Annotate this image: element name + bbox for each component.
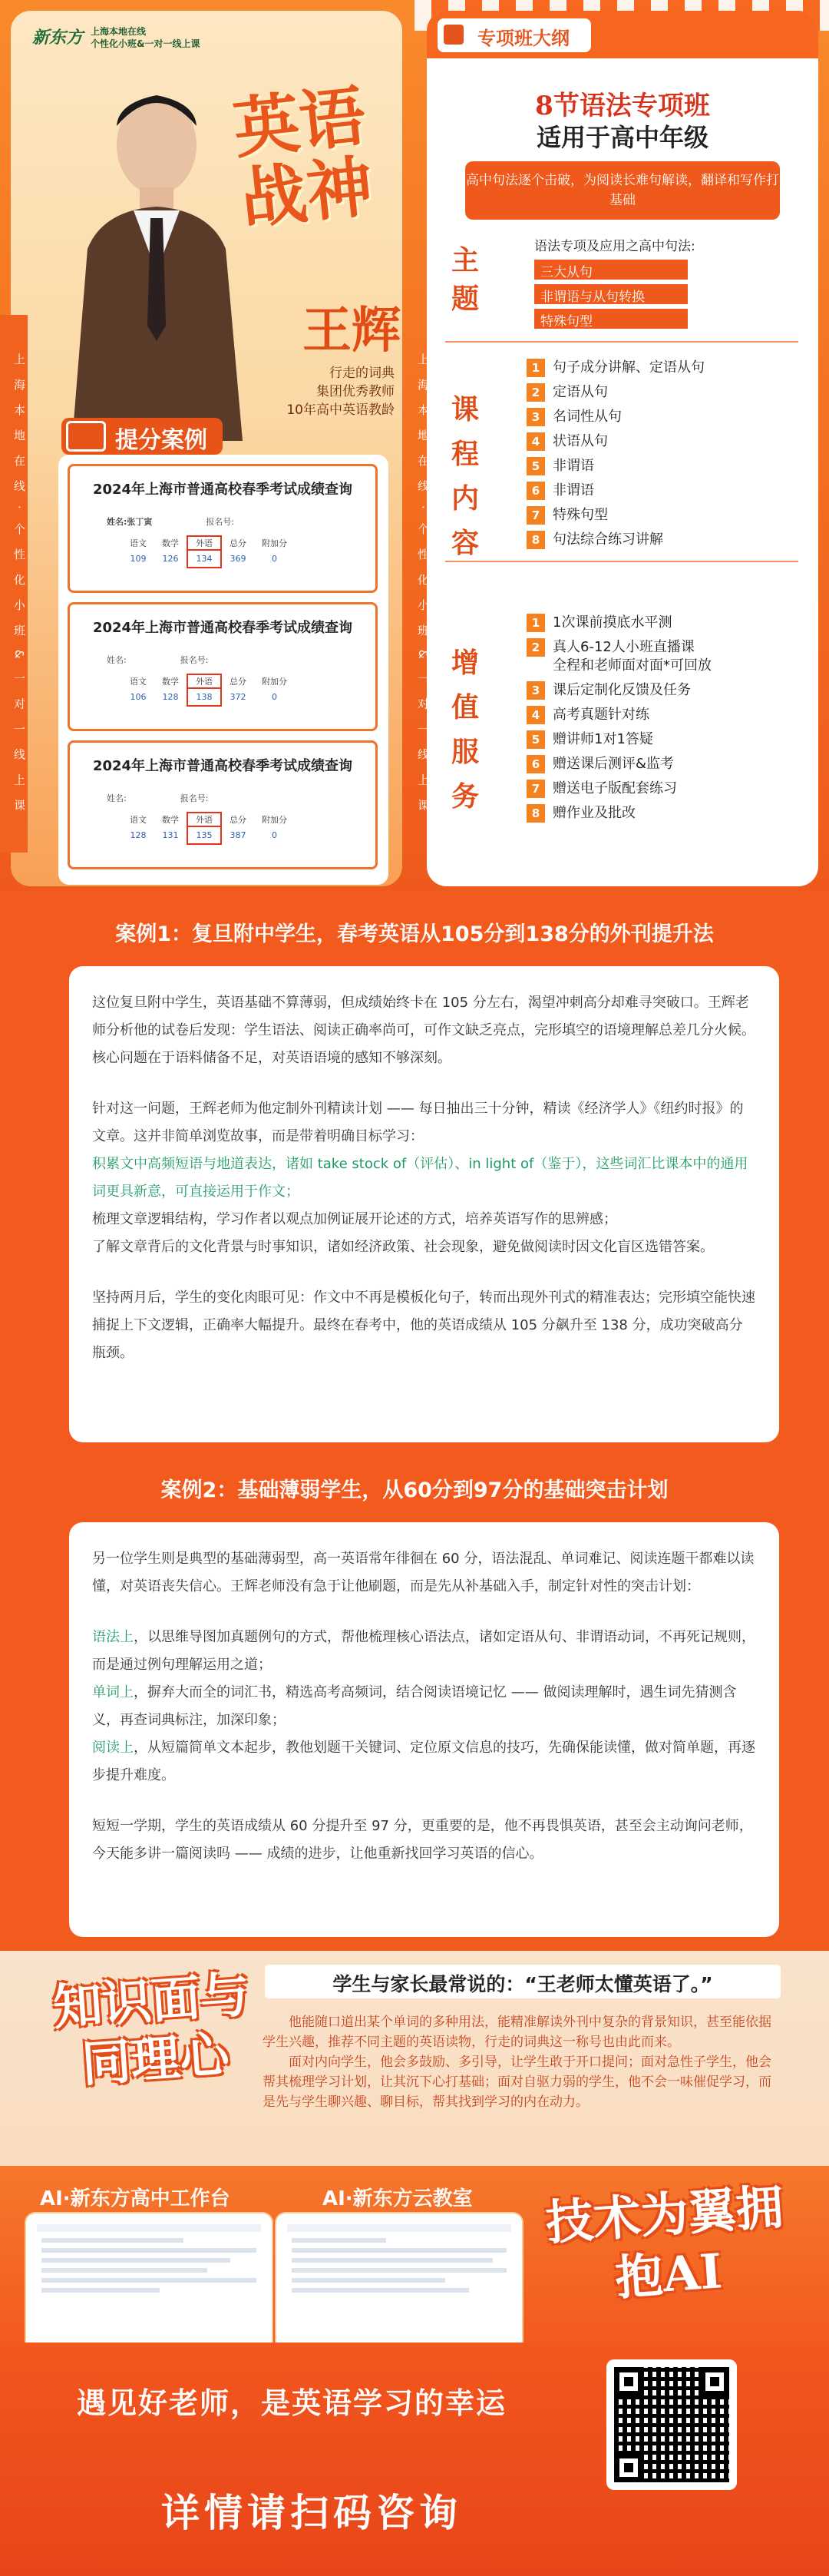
service-item: 4 高考真题针对练 — [527, 704, 649, 723]
teacher-desc-line: 行走的词典 — [329, 366, 395, 381]
document-icon — [444, 25, 464, 45]
content-item: 3 名词性从句 — [527, 406, 622, 425]
content-item: 8 句法综合练习讲解 — [527, 528, 663, 548]
score-card-title: 2024年上海市普通高校春季考试成绩查询 — [92, 758, 353, 774]
service-item: 5 赠讲师1对1答疑 — [527, 728, 653, 748]
case1-highlight: 积累文中高频短语与地道表达，诸如 take stock of（评估）、in light of（鉴于），这些词汇比课本中的通用词更具新意，可直接运用于作文； — [92, 1156, 748, 1200]
teacher-desc-line: 10年高中英语教龄 — [286, 402, 395, 418]
theme-tag: 特殊句型 — [534, 309, 688, 329]
case2-paragraph: 单词上，摒弃大而全的词汇书，精选高考高频词，结合阅读语境记忆 —— 做阅读理解时，遇生词先猜测含义，再查词典标注，加深印象； — [92, 1684, 737, 1728]
score-card-title: 2024年上海市普通高校春季考试成绩查询 — [92, 620, 353, 636]
brand-tagline-1: 上海本地在线 — [91, 26, 147, 37]
side-tagline-right: 上海本地在线·个性化小班&一对一线上课 — [416, 353, 430, 825]
theme-intro: 语法专项及应用之高中句法: — [534, 239, 695, 254]
name-label: 姓名: — [107, 655, 127, 665]
service-item: 2 真人6-12人小班直播课 — [527, 636, 695, 656]
case2-heading: 案例2：基础薄弱学生，从60分到97分的基础突击计划 — [160, 1478, 669, 1502]
score-card-title: 2024年上海市普通高校春季考试成绩查询 — [92, 482, 353, 498]
course-intro: 高中句法逐个击破，为阅读长难句解读，翻译和写作打基础 — [465, 161, 780, 220]
content-item: 6 非谓语 — [527, 479, 594, 499]
case1-paragraph: 针对这一问题，王辉老师为他定制外刊精读计划 —— 每日抽出三十分钟，精读《经济学人》《纽约时报》的文章。这并非简单浏览故事，而是带着明确目标学习： — [92, 1101, 744, 1144]
tech-ai-art: 技术为翼拥抱AI — [543, 2178, 785, 2306]
course-title: 8节语法专项班 — [535, 91, 710, 121]
ai-classroom-label: AI·新东方云教室 — [322, 2187, 473, 2210]
case2-paragraph: 短短一学期，学生的英语成绩从 60 分提升至 97 分，更重要的是，他不再畏惧英语，甚至会主动询问老师，今天能多讲一篇阅读吗 —— 成绩的进步，让他重新找回学习英语的信心。 — [92, 1818, 753, 1862]
outline-panel — [427, 11, 818, 886]
score-cards — [58, 455, 388, 885]
case1-heading: 案例1：复旦附中学生，春考英语从105分到138分的外刊提升法 — [115, 922, 714, 946]
teacher-name: 王辉 — [302, 302, 401, 359]
case1-paragraph: 梳理文章逻辑结构，学习作者以观点加例证展开论述的方式，培养英语写作的思辨感； — [92, 1211, 617, 1227]
side-tagline-left: 上海本地在线·个性化小班&一对一线上课 — [0, 315, 28, 853]
qr-code-pattern — [614, 2367, 729, 2482]
score-table: 语文 数学 外语 总分 附加分 109 126 134 369 0 — [122, 535, 295, 568]
chart-trend-icon — [66, 421, 106, 452]
name-label: 姓名:张丁寅 — [107, 517, 153, 527]
theme-tag: 三大从句 — [534, 260, 688, 280]
service-item: 3 课后定制化反馈及任务 — [527, 679, 691, 699]
divider — [445, 561, 798, 562]
teacher-description — [241, 364, 395, 419]
service-label: 增值服务 — [451, 647, 479, 813]
case1-paragraph: 了解文章背后的文化背景与时事知识，诸如经济政策、社会现象，避免做阅读时因文化盲区选错答案。 — [92, 1239, 714, 1255]
name-label: 姓名: — [107, 793, 127, 803]
content-item: 1 句子成分讲解、定语从句 — [527, 356, 705, 376]
cta-line-2: 详情请扫码咨询 — [161, 2491, 462, 2535]
service-item: 7 赠送电子版配套练习 — [527, 777, 677, 797]
knowledge-empathy-art: 知识面与同理心 — [51, 1965, 252, 2094]
case2-body — [69, 1522, 779, 1937]
course-subtitle: 适用于高中年级 — [536, 123, 708, 152]
id-label: 报名号: — [206, 517, 235, 527]
service-item: 1 1次课前摸底水平测 — [527, 611, 672, 631]
theme-label: 主题 — [451, 244, 479, 315]
divider — [445, 341, 798, 343]
parents-paragraph: 面对内向学生，他会多鼓励、多引导，让学生敢于开口提问；面对急性子学生，他会帮其梳理学习计划，让其沉下心打基础；面对自驱力弱的学生，他不会一味催促学习，而是先与学生聊兴趣、聊目标，帮其找到学习的内在动力。 — [263, 2055, 771, 2110]
cta-line-1: 遇见好老师，是英语学习的幸运 — [77, 2386, 507, 2420]
case2-paragraph: 语法上，以思维导图加真题例句的方式，帮他梳理核心语法点，诸如定语从句、非谓语动词，不再死记规则，而是通过例句理解运用之道； — [92, 1629, 755, 1673]
ai-workbench-label: AI·新东方高中工作台 — [40, 2187, 230, 2210]
brand-tagline-2: 个性化小班&一对一线上课 — [91, 38, 200, 49]
outline-head-label: 专项班大纲 — [438, 18, 591, 52]
service-item-sub: 全程和老师面对面*可回放 — [553, 657, 712, 674]
teacher-desc-line: 集团优秀教师 — [316, 384, 395, 399]
score-card — [68, 464, 378, 593]
qr-code[interactable] — [606, 2359, 737, 2490]
cases-title: 提分案例 — [61, 418, 223, 455]
parents-body — [263, 2012, 783, 2112]
score-card — [68, 740, 378, 869]
score-card — [68, 602, 378, 731]
service-item: 6 赠送课后测评&监考 — [527, 753, 674, 773]
brand-logo: 新东方 — [32, 28, 84, 48]
content-item: 4 状语从句 — [527, 430, 608, 450]
case1-body — [69, 966, 779, 1442]
case1-paragraph: 这位复旦附中学生，英语基础不算薄弱，但成绩始终卡在 105 分左右，渴望冲刺高分却难寻突破口。王辉老师分析他的试卷后发现：学生语法、阅读正确率尚可，可作文缺乏亮点，完形填空的语境理解总差几分火候。核心问题在于语料储备不足，对英语语境的感知不够深刻。 — [92, 995, 755, 1066]
content-item: 2 定语从句 — [527, 381, 608, 401]
ai-classroom-screenshot — [276, 2213, 522, 2352]
ai-workbench-screenshot — [26, 2213, 272, 2352]
score-table: 语文 数学 外语 总分 附加分 106 128 138 372 0 — [122, 674, 295, 707]
id-label: 报名号: — [180, 793, 209, 803]
content-item: 7 特殊句型 — [527, 504, 608, 524]
slogan-art: 英语战神 — [230, 77, 377, 239]
case1-paragraph: 坚持两月后，学生的变化肉眼可见：作文中不再是模板化句子，转而出现外刊式的精准表达；完形填空能快速捕捉上下文逻辑，正确率大幅提升。最终在春考中，他的英语成绩从 105 分飙升至 138 分，成功突破高分瓶颈。 — [92, 1290, 755, 1361]
theme-tag: 非谓语与从句转换 — [534, 284, 688, 304]
content-label: 课程内容 — [451, 393, 479, 559]
service-item: 8 赠作业及批改 — [527, 802, 636, 822]
parents-paragraph: 他能随口道出某个单词的多种用法，能精准解读外刊中复杂的背景知识，甚至能依据学生兴趣，推荐不同主题的英语读物，行走的词典这一称号也由此而来。 — [263, 2015, 771, 2050]
case2-paragraph: 阅读上，从短篇简单文本起步，教他划题干关键词、定位原文信息的技巧，先确保能读懂，做对简单题，再逐步提升难度。 — [92, 1740, 755, 1783]
teacher-panel — [11, 11, 402, 886]
case2-paragraph: 另一位学生则是典型的基础薄弱型，高一英语常年徘徊在 60 分，语法混乱、单词难记、阅读连题干都难以读懂，对英语丧失信心。王辉老师没有急于让他刷题，而是先从补基础入手，制定针对性的突击计划： — [92, 1551, 755, 1594]
id-label: 报名号: — [180, 655, 209, 665]
content-item: 5 非谓语 — [527, 455, 594, 475]
parents-quote: 学生与家长最常说的：“王老师太懂英语了。” — [263, 1962, 783, 2001]
score-table: 语文 数学 外语 总分 附加分 128 131 135 387 0 — [122, 812, 295, 845]
